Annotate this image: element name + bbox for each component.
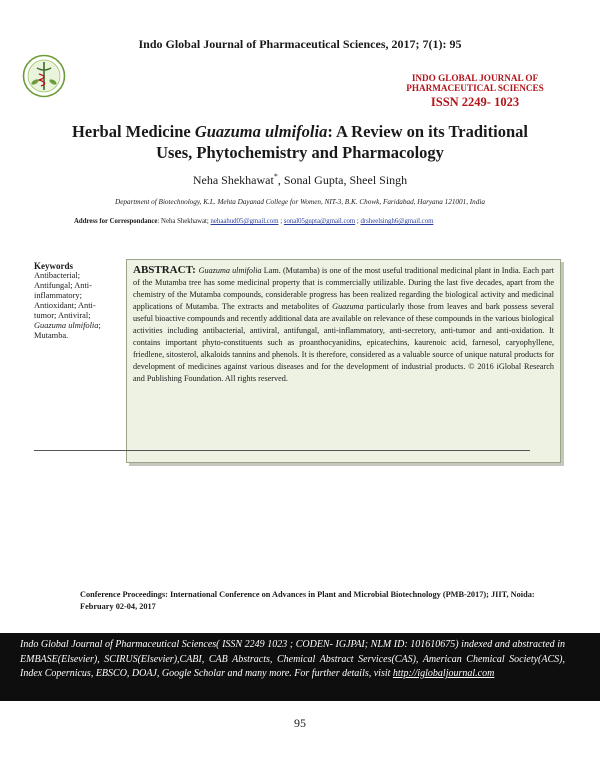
- journal-name-line2: PHARMACEUTICAL SCIENCES: [406, 83, 544, 93]
- keywords-panel: [34, 261, 116, 341]
- keyword-line: tumor; Antiviral;: [34, 311, 91, 320]
- footer-indexing-text: Indo Global Journal of Pharmaceutical Sciences( ISSN 2249 1023 ; CODEN- IGJPAI; NLM ID: 101610675) indexed and abstracted in EMBASE(Elsevier), SCIRUS(Elsevier),CABI, CAB Abstracts, Chemical Abstract Services(CAS), American Chemical Society(ACS), Index Copernicus, EBSCO, DOAJ, Google Scholar and many more. For further details, visit http://iglobaljournal.com: [20, 639, 565, 679]
- keyword-line: Mutamba.: [34, 331, 69, 340]
- abstract-box: ABSTRACT: Guazuma ulmifolia Lam. (Mutamba) is one of the most useful traditional medicinal plant in India. Each part of the Mutamba tree has some medicinal property that is commercially utilizable. During the last five decades, apart from the chemistry of the Mutamba compounds, considerable progress has been realized regarding the biological activity and medicinal applications of Mutamba. The extracts and metabolites of Guazuma particularly those from leaves and bark possess several useful bioactive compounds and recently additional data are available on relevance of these compounds in the various biological activities including antibacterial, antiviral, antifungal, anti-inflammatory, anti-secretory, anti-tumor and anti-oxidation. It contains important phyto-constituents such as proanthocyanidins, epicatechins, kaurenoic acid, farnesol, caryophyllene, friedlene, sitosterol, alkaloids tannins and phenols. It is therefore, considered as a valuable source of unique natural products for development of medicines against various diseases and for the development of industrial products. © 2016 iGlobal Research and Publishing Foundation. All rights reserved.: [126, 259, 561, 463]
- journal-name-line1: INDO GLOBAL JOURNAL OF: [411, 73, 539, 83]
- keyword-line: inflammatory;: [34, 291, 82, 300]
- corresponding-mark: *: [273, 172, 278, 181]
- email-link[interactable]: sonal05gupta@gmail.com: [283, 218, 356, 225]
- page-number: 95: [294, 716, 306, 730]
- journal-website-link[interactable]: http://iglobaljournal.com: [392, 668, 495, 679]
- author-list: Neha Shekhawat*, Sonal Gupta, Sheel Singh: [192, 172, 408, 187]
- article-title: Herbal Medicine Guazuma ulmifolia: A Review on its Traditional Uses, Phytochemistry and Pharmacology: [72, 122, 528, 162]
- keyword-line: Guazuma ulmifolia;: [34, 321, 101, 330]
- section-divider: [34, 450, 530, 451]
- correspondence-address: Address for Correspondance: Neha Shekhawat; nehaahud05@gmail.com ; sonal05gupta@gmail.com ; drsheelsingh6@gmail.com: [74, 218, 434, 225]
- journal-logo-icon: [22, 54, 66, 98]
- abstract-heading: ABSTRACT:: [133, 264, 199, 276]
- keyword-line: Antibacterial;: [34, 271, 81, 280]
- conference-note: Conference Proceedings: International Conference on Advances in Plant and Microbial Biotechnology (PMB-2017); JIIT, Noida: February 02-04, 2017: [80, 590, 535, 611]
- issn-label: ISSN 2249- 1023: [430, 95, 520, 109]
- email-link[interactable]: drsheelsingh6@gmail.com: [360, 218, 434, 225]
- author-name: Neha Shekhawat: [192, 173, 274, 187]
- keyword-line: Antifungal; Anti-: [34, 281, 92, 290]
- journal-citation-header: Indo Global Journal of Pharmaceutical Sciences, 2017; 7(1): 95: [138, 37, 462, 51]
- title-species-name: Guazuma ulmifolia: [194, 122, 328, 141]
- keywords-heading: Keywords: [34, 261, 73, 271]
- journal-name: [400, 73, 550, 93]
- affiliation: Department of Biotechnology, K.L. Mehta Dayanad College for Women, NIT-3, B.K. Chowk, Faridabad, Haryana 121001, India: [115, 198, 485, 206]
- keyword-line: Antioxidant; Anti-: [34, 301, 96, 310]
- email-link[interactable]: nehaahud05@gmail.com: [210, 218, 279, 225]
